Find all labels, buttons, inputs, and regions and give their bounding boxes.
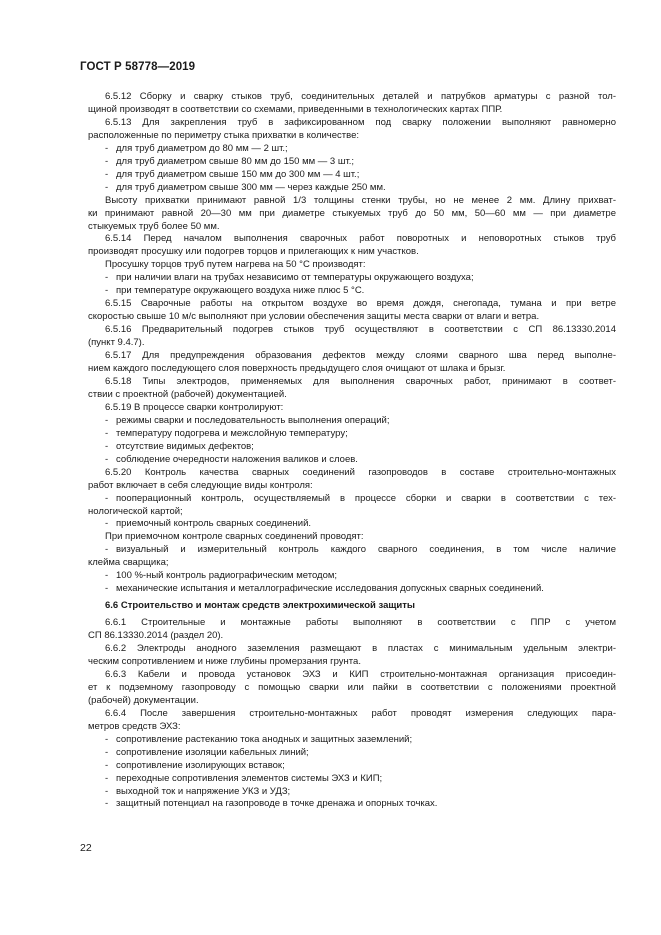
- list-dash: -: [105, 733, 109, 745]
- list-dash: -: [105, 168, 109, 180]
- list-dash: -: [105, 155, 109, 167]
- paragraph-line: ческим сопротивлением и ниже глубины промерзания грунта.: [88, 655, 361, 667]
- list-item: - сопротивление растеканию тока анодных и защитных заземлений;: [105, 733, 413, 745]
- list-item: - соблюдение очередности наложения валиков и слоев.: [105, 453, 358, 465]
- paragraph-line: 6.5.18 Типы электродов, применяемых для выполнения сварочных работ, принимают в соответ-: [105, 375, 616, 387]
- list-dash: -: [105, 181, 109, 193]
- list-item-continuation: клейма сварщика;: [88, 557, 169, 569]
- list-dash: -: [105, 746, 109, 758]
- paragraph-line: скоростью свыше 10 м/с выполняют при условии обеспечения защиты места сварки от влаги и ветра.: [88, 311, 540, 323]
- paragraph-line: 6.5.16 Предварительный подогрев стыков труб осуществляют в соответствии с СП 86.13330.2014: [105, 324, 616, 336]
- list-dash: -: [105, 583, 109, 595]
- paragraph-line: ет к подземному газопроводу с помощью сварки или пайки в соответствии с положениями проектной: [88, 681, 616, 693]
- list-dash: -: [105, 570, 109, 582]
- list-dash: -: [105, 440, 109, 452]
- paragraph-line: ки принимают равной 20—30 мм при диаметре стыкуемых труб до 50 мм, 50—60 мм — при диаметре: [88, 207, 616, 219]
- list-item: - температуру подогрева и межслойную температуру;: [105, 427, 348, 439]
- paragraph-line: 6.6.2 Электроды анодного заземления размещают в пластах с минимальным удельным электри-: [105, 643, 616, 655]
- list-item: - сопротивление изолирующих вставок;: [105, 759, 285, 771]
- paragraph-line: производят просушку или подогрев торцов и прилегающих к ним участков.: [88, 246, 419, 258]
- list-item: - отсутствие видимых дефектов;: [105, 440, 254, 452]
- list-item: - пооперационный контроль, осуществляемый в процессе сборки и сварки в соответствии с тех-: [105, 492, 616, 504]
- list-dash: -: [105, 427, 109, 439]
- list-dash: -: [105, 272, 109, 284]
- list-dash: -: [105, 414, 109, 426]
- list-item: - для труб диаметром свыше 150 мм до 300 мм — 4 шт.;: [105, 168, 360, 180]
- paragraph-line: 6.6.1 Строительные и монтажные работы выполняют в соответствии с ППР с учетом: [105, 617, 616, 629]
- list-item: - для труб диаметром свыше 300 мм — через каждые 250 мм.: [105, 181, 386, 193]
- paragraph-line: 6.5.14 Перед началом выполнения сварочных работ поворотных и неповоротных стыков труб: [105, 233, 616, 245]
- paragraph-line: нием каждого последующего слоя поверхность предыдущего слоя очищают от шлака и брызг.: [88, 363, 506, 375]
- paragraph-line: работ включает в себя следующие виды контроля:: [88, 479, 313, 491]
- list-item: - для труб диаметром свыше 80 мм до 150 мм — 3 шт.;: [105, 155, 355, 167]
- list-item: - выходной ток и напряжение УКЗ и УДЗ;: [105, 785, 291, 797]
- list-item: - сопротивление изоляции кабельных линий;: [105, 746, 309, 758]
- list-dash: -: [105, 518, 109, 530]
- paragraph-line: 6.5.20 Контроль качества сварных соединений газопроводов в составе строительно-монтажных: [105, 466, 616, 478]
- list-item: - визуальный и измерительный контроль каждого сварного соединения, в том числе наличие: [105, 544, 616, 556]
- paragraph-line: (пункт 9.4.7).: [88, 337, 145, 349]
- list-dash: -: [105, 785, 109, 797]
- paragraph-line: щиной производят в соответствии со схемами, приведенными в технологических картах ППР.: [88, 103, 503, 115]
- paragraph-line: Просушку торцов труб путем нагрева на 50 °С производят:: [105, 259, 366, 271]
- paragraph-line: 6.6.4 После завершения строительно-монтажных работ проводят измерения следующих пара-: [105, 707, 616, 719]
- paragraph-line: 6.6.3 Кабели и провода установок ЭХЗ и КИП строительно-монтажная организация присоедин-: [105, 668, 616, 680]
- list-dash: -: [105, 544, 109, 556]
- paragraph-line: (рабочей) документации.: [88, 694, 199, 706]
- list-dash: -: [105, 285, 109, 297]
- list-item: - при наличии влаги на трубах независимо от температуры окружающего воздуха;: [105, 272, 474, 284]
- list-item: - приемочный контроль сварных соединений.: [105, 518, 312, 530]
- paragraph-line: При приемочном контроле сварных соединений проводят:: [105, 531, 364, 543]
- paragraph-line: СП 86.13330.2014 (раздел 20).: [88, 630, 224, 642]
- list-dash: -: [105, 772, 109, 784]
- list-dash: -: [105, 453, 109, 465]
- paragraph-line: 6.5.17 Для предупреждения образования дефектов между слоями сварного шва перед выполне-: [105, 350, 616, 362]
- list-item: - 100 %-ный контроль радиографическим методом;: [105, 570, 338, 582]
- section-heading: 6.6 Строительство и монтаж средств электрохимической защиты: [105, 600, 415, 612]
- list-dash: -: [105, 759, 109, 771]
- paragraph-line: 6.5.15 Сварочные работы на открытом воздухе во время дождя, снегопада, тумана и при ветре: [105, 298, 616, 310]
- paragraph-line: стыкуемых труб более 50 мм.: [88, 220, 220, 232]
- paragraph-line: ствии с проектной (рабочей) документацией.: [88, 388, 287, 400]
- list-item: - переходные сопротивления элементов системы ЭХЗ и КИП;: [105, 772, 383, 784]
- list-dash: -: [105, 492, 109, 504]
- list-item-continuation: нологической картой;: [88, 505, 183, 517]
- document-body: [88, 91, 616, 811]
- paragraph-line: метров средств ЭХЗ:: [88, 720, 181, 732]
- list-item: - для труб диаметром до 80 мм — 2 шт.;: [105, 142, 288, 154]
- paragraph-line: расположенные по периметру стыка прихватки в количестве:: [88, 129, 359, 141]
- list-item: - при температуре окружающего воздуха ниже плюс 5 °С.: [105, 285, 365, 297]
- paragraph-line: 6.5.19 В процессе сварки контролируют:: [105, 401, 284, 413]
- paragraph-line: Высоту прихватки принимают равной 1/3 толщины стенки трубы, но не менее 2 мм. Длину прихват-: [105, 194, 616, 206]
- list-item: - механические испытания и металлографические исследования допускных сварных соединений.: [105, 583, 544, 595]
- document-header: ГОСТ Р 58778—2019: [80, 61, 196, 73]
- paragraph-line: 6.5.13 Для закрепления труб в зафиксированном под сварку положении выполняют равномерно: [105, 116, 616, 128]
- paragraph-line: 6.5.12 Сборку и сварку стыков труб, соединительных деталей и патрубков арматуры с разной тол-: [105, 91, 616, 102]
- list-dash: -: [105, 798, 109, 810]
- list-item: - защитный потенциал на газопроводе в точке дренажа и опорных точках.: [105, 798, 438, 810]
- page-number: 22: [80, 842, 92, 854]
- list-item: - режимы сварки и последовательность выполнения операций;: [105, 414, 390, 426]
- list-dash: -: [105, 142, 109, 154]
